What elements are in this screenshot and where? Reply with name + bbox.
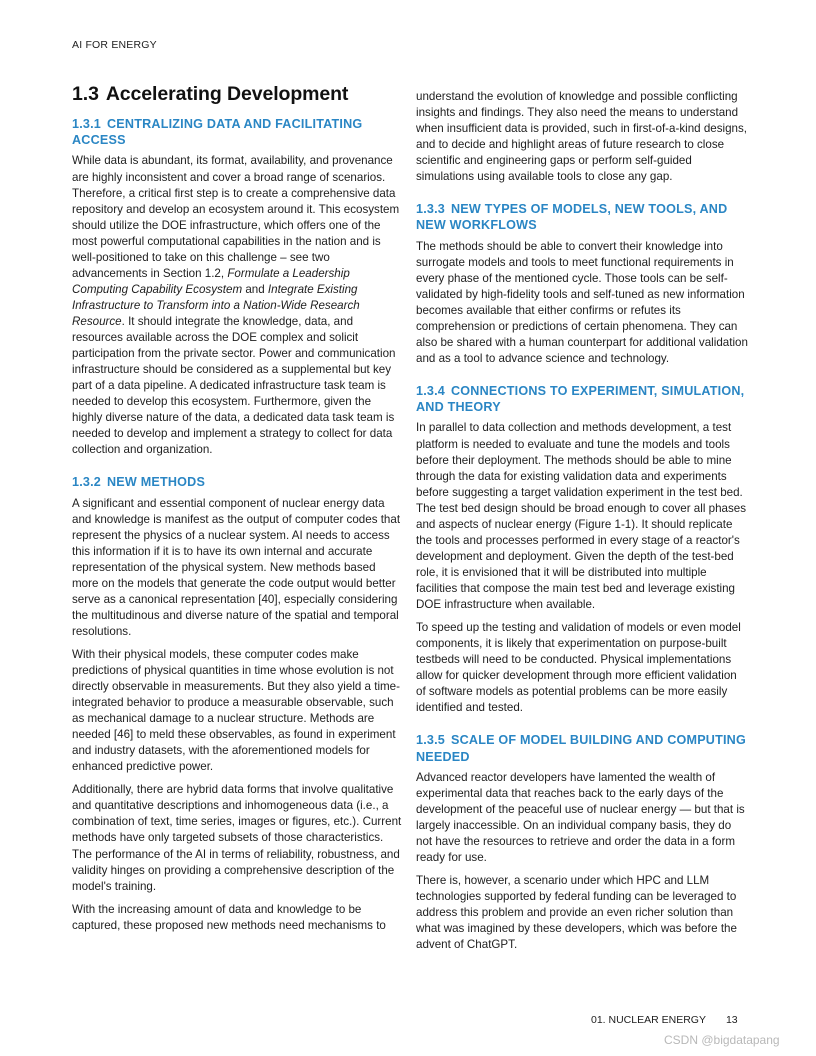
paragraph-1-3-4-b: To speed up the testing and validation of models or even model components, it is likely that experimentation on purpose-built testbeds will need to be conducted. Physical implementations allow for quicker development through more efficient validation of software models as potential problems can be more easily identified and tested. [416, 621, 741, 715]
paragraph-1-3-2-d-continued: understand the evolution of knowledge and possible conflicting insights and findings. They also need the means to understand when insufficient data is provided, such in first-of-a-kind designs, and to decide and highlight areas of future research to close scientific and engineering gaps or perform self-guided simulations using available tools to close any gap. [416, 90, 748, 184]
text-run: . It should integrate the knowledge, data, and resources available across the DOE complex and solicit participation from the private sector. Power and communication infrastructure should be considered as a supplemental but key part of a data pipeline. A dedicated infrastructure task team is needed to develop this ecosystem. Furthermore, given the highly diverse nature of the data, a dedicated data task team is needed to develop and implement a strategy to collect for data collection and organization. [72, 314, 396, 457]
subheading-number: 1.3.4 [416, 384, 446, 399]
subheading-1-3-5 [416, 732, 748, 764]
subheading-number: 1.3.1 [72, 117, 102, 132]
paragraph-1-3-1 [72, 153, 402, 458]
italic-reference: Integrate Existing Infrastructure to Transform into a Nation-Wide Research Resource [72, 282, 360, 328]
section-number: 1.3 [72, 83, 99, 105]
text-run: and [242, 282, 268, 296]
running-header: AI FOR ENERGY [72, 39, 157, 51]
page-number: 13 [725, 1014, 738, 1026]
footer-label: 01. NUCLEAR ENERGY [591, 1014, 706, 1026]
watermark: CSDN @bigdatapang [664, 1033, 780, 1047]
section-title-text: Accelerating Development [105, 83, 349, 105]
paragraph-1-3-4-a: In parallel to data collection and methods development, a test platform is needed to evaluate and tune the models and tools before their deployment. The methods should be able to mine through the data for existing validation data and experiments before suggesting a target validation experiment in the test bed. The test bed design should be broad enough to cover all phases and aspects of nuclear energy (Figure 1-1). It should replicate the tools and processes performed in every stage of a reactor's development and deployment. Given the depth of the test-bed role, it is envisioned that it will be distributed into multiple facilities that compose the main test bed and leverage existing DOE infrastructure when available. [416, 421, 747, 611]
italic-reference: Formulate a Leadership Computing Capability Ecosystem [72, 266, 350, 296]
subheading-number: 1.3.2 [72, 475, 102, 490]
paragraph-1-3-5-b: There is, however, a scenario under which HPC and LLM technologies supported by federal funding can be leveraged to address this problem and provide an even richer solution than what was imagined by these developers, which was before the advent of ChatGPT. [416, 874, 737, 952]
subheading-number: 1.3.5 [416, 733, 446, 748]
subheading-text: NEW TYPES OF MODELS, NEW TOOLS, AND NEW WORKFLOWS [416, 202, 728, 233]
paragraph-1-3-2-a: A significant and essential component of nuclear energy data and knowledge is manifest as the output of computer codes that represent the physics of a nuclear system. AI needs to access this information if it is to have its own internal and accurate representation of the physical system. New methods based more on the models that generate the code output would better serve as a canonical representation [40], especially considering the multitudinous and diverse nature of the spatial and temporal resolutions. [72, 496, 401, 638]
subheading-text: NEW METHODS [107, 475, 206, 490]
subheading-number: 1.3.3 [416, 202, 446, 217]
paragraph-1-3-2-d-start: With the increasing amount of data and knowledge to be captured, these proposed new methods need mechanisms to [72, 902, 386, 932]
subheading-text: CONNECTIONS TO EXPERIMENT, SIMULATION, AND THEORY [416, 384, 745, 415]
section-title [72, 83, 402, 105]
subheading-text: SCALE OF MODEL BUILDING AND COMPUTING NEEDED [416, 733, 746, 764]
subheading-1-3-3 [416, 201, 748, 233]
text-run: While data is abundant, its format, availability, and provenance are highly inconsistent and cover a broad range of scenarios. Therefore, a critical first step is to create a comprehensive data repository and develop an ecosystem around it. This ecosystem should utilize the DOE infrastructure, which offers one of the most powerful computational capabilities in the nation and is well-positioned to take on this challenge – see two advancements in Section 1.2, [72, 154, 400, 280]
subheading-1-3-4 [416, 383, 748, 415]
paragraph-1-3-2-c: Additionally, there are hybrid data forms that involve qualitative and quantitative descriptions and inhomogeneous data (i.e., a combination of text, time series, images or figures, etc.). Current methods have only targeted subsets of those characteristics. The performance of the AI in terms of reliability, robustness, and validity hinges on providing a comprehensive description of the model's training. [72, 783, 402, 893]
subheading-text: CENTRALIZING DATA AND FACILITATING ACCESS [72, 117, 363, 148]
subheading-1-3-1 [72, 116, 402, 148]
paragraph-1-3-2-b: With their physical models, these computer codes make predictions of physical quantities in time whose evolution is not directly observable in measurements. But they also yield a time-integrated behavior to produce a measurable observable, such as mechanical damage to a nuclear structure. Methods are needed [46] to meld these observables, as found in experiment and industry datasets, with the aforementioned models for enhanced predictive power. [72, 647, 400, 774]
page-footer [591, 1014, 738, 1026]
subheading-1-3-2 [72, 474, 402, 490]
left-column [72, 83, 402, 941]
right-column [416, 89, 748, 960]
paragraph-1-3-3: The methods should be able to convert their knowledge into surrogate models and tools to meet functional requirements in every phase of the mentioned cycle. Those tools can be self-validated by high-fidelity tools and self-tuned as new information becomes available that either confirms or refutes its comprehension or predictions of certain phenomena. They can also be shared with a human counterpart for additional validation and as a tool to advance science and technology. [416, 239, 748, 366]
paragraph-1-3-5-a: Advanced reactor developers have lamented the wealth of experimental data that reaches back to the early days of the development of the peaceful use of nuclear energy — but that is largely inaccessible. On an individual company basis, they do not have the resources to retrieve and order the data in a form ready for use. [416, 770, 745, 864]
